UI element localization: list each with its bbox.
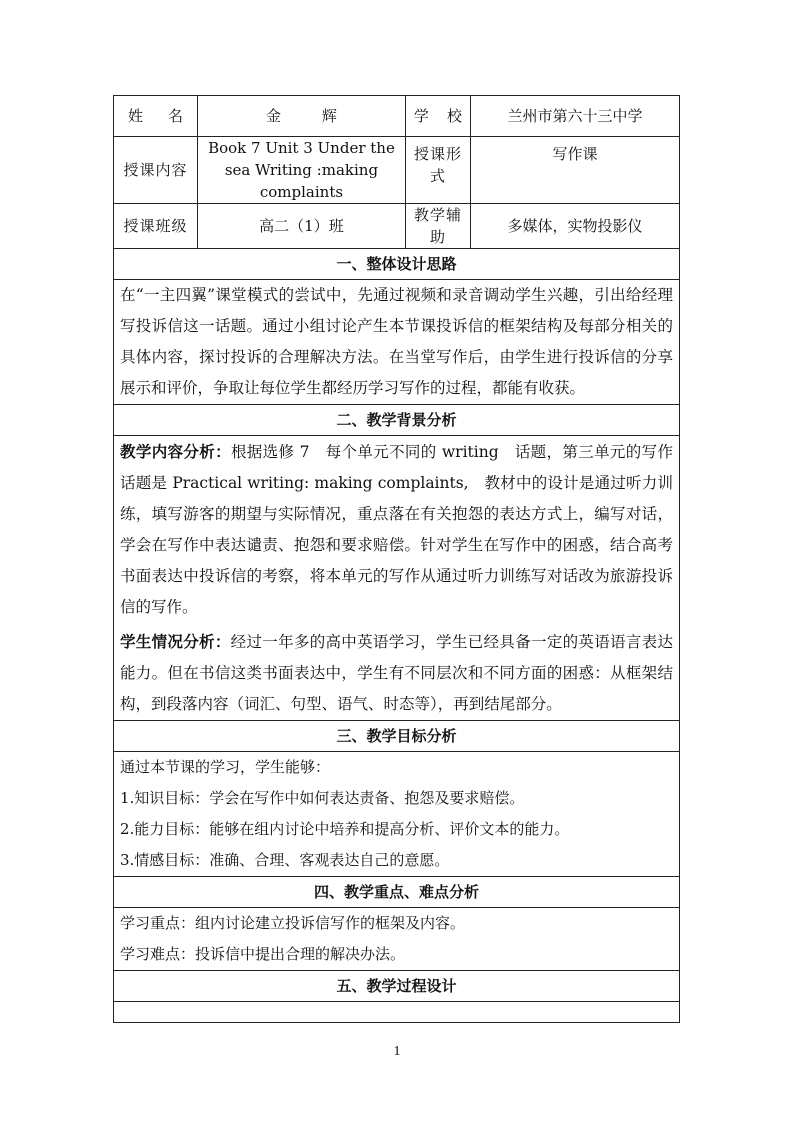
- content-value: Book 7 Unit 3 Under the sea Writing :making complaints: [198, 137, 406, 204]
- student-analysis-text: 经过一年多的高中英语学习，学生已经具备一定的英语语言表达能力。但在书信这类书面表达中，学生有不同层次和不同方面的困惑：从框架结构，到段落内容（词汇、句型、语气、时态等），再到结尾部分。: [120, 633, 673, 713]
- content-analysis: [120, 436, 673, 623]
- goals-intro: 通过本节课的学习，学生能够：: [120, 758, 331, 776]
- school-value: 兰州市第六十三中学: [471, 96, 680, 137]
- section-5-title: 五、教学过程设计: [114, 971, 680, 1002]
- section-1-header: [114, 249, 680, 280]
- page-number: 1: [393, 1044, 401, 1059]
- name-value-a: 金: [266, 107, 282, 125]
- content-analysis-text: 根据选修 7 每个单元不同的 writing 话题，第三单元的写作话题是 Practical writing: making complaints, 教材中的设计是通过听力训练，填写游客的期望与实际情况，重点落在有关抱怨的表达方式上，编写对话，学会在写作中表达谴责、抱怨和要求赔偿。针对学生在写作中的困惑，结合高考书面表达中投诉信的考察，将本单元的写作从通过听力训练写对话改为旅游投诉信的写作。: [120, 443, 673, 616]
- info-row-content: [114, 137, 680, 204]
- name-value-cell: [198, 96, 406, 137]
- school-label-b: 校: [446, 107, 462, 125]
- section-1-body: [114, 280, 680, 405]
- info-row-name: [114, 96, 680, 137]
- section-3-title: 三、教学目标分析: [114, 721, 680, 752]
- difficult-point: 学习难点：投诉信中提出合理的解决办法。: [120, 945, 406, 963]
- aid-label: 教学辅助: [405, 204, 470, 249]
- aid-value: 多媒体，实物投影仪: [471, 204, 680, 249]
- content-label: 授课内容: [114, 137, 198, 204]
- class-label: 授课班级: [114, 204, 198, 249]
- info-row-class: [114, 204, 680, 249]
- section-3-body: [114, 752, 680, 877]
- content-analysis-label: 教学内容分析：: [120, 442, 231, 461]
- name-value-b: 辉: [321, 107, 337, 125]
- student-analysis-label: 学生情况分析：: [120, 632, 231, 651]
- name-label-cell: [114, 96, 198, 137]
- section-1-title: 一、整体设计思路: [114, 249, 680, 280]
- form-label: 授课形式: [405, 137, 470, 204]
- section-3-header: [114, 721, 680, 752]
- section-4-body: [114, 908, 680, 971]
- section-2-header: [114, 405, 680, 436]
- school-label-a: 学: [413, 107, 429, 125]
- design-idea-text: 在“一主四翼”课堂模式的尝试中，先通过视频和录音调动学生兴趣，引出给经理写投诉信这一话题。通过小组讨论产生本节课投诉信的框架结构及每部分相关的具体内容，探讨投诉的合理解决方法。在当堂写作后，由学生进行投诉信的分享展示和评价，争取让每位学生都经历学习写作的过程，都能有收获。: [120, 286, 673, 397]
- form-value: 写作课: [471, 137, 680, 204]
- lesson-plan-table: [113, 95, 680, 1023]
- section-2-title: 二、教学背景分析: [114, 405, 680, 436]
- class-value: 高二（1）班: [198, 204, 406, 249]
- section-5-body: [114, 1002, 680, 1023]
- student-analysis: [120, 626, 673, 720]
- key-point: 学习重点：组内讨论建立投诉信写作的框架及内容。: [120, 914, 466, 932]
- goal-emotion: 3.情感目标：准确、合理、客观表达自己的意愿。: [120, 851, 450, 869]
- section-5-header: [114, 971, 680, 1002]
- school-label-cell: [405, 96, 470, 137]
- goal-ability: 2.能力目标：能够在组内讨论中培养和提高分析、评价文本的能力。: [120, 820, 570, 838]
- name-label-a: 姓: [128, 107, 144, 125]
- section-4-header: [114, 877, 680, 908]
- goal-knowledge: 1.知识目标：学会在写作中如何表达责备、抱怨及要求赔偿。: [120, 789, 525, 807]
- section-4-title: 四、教学重点、难点分析: [114, 877, 680, 908]
- section-2-body: [114, 436, 680, 721]
- name-label-b: 名: [167, 107, 183, 125]
